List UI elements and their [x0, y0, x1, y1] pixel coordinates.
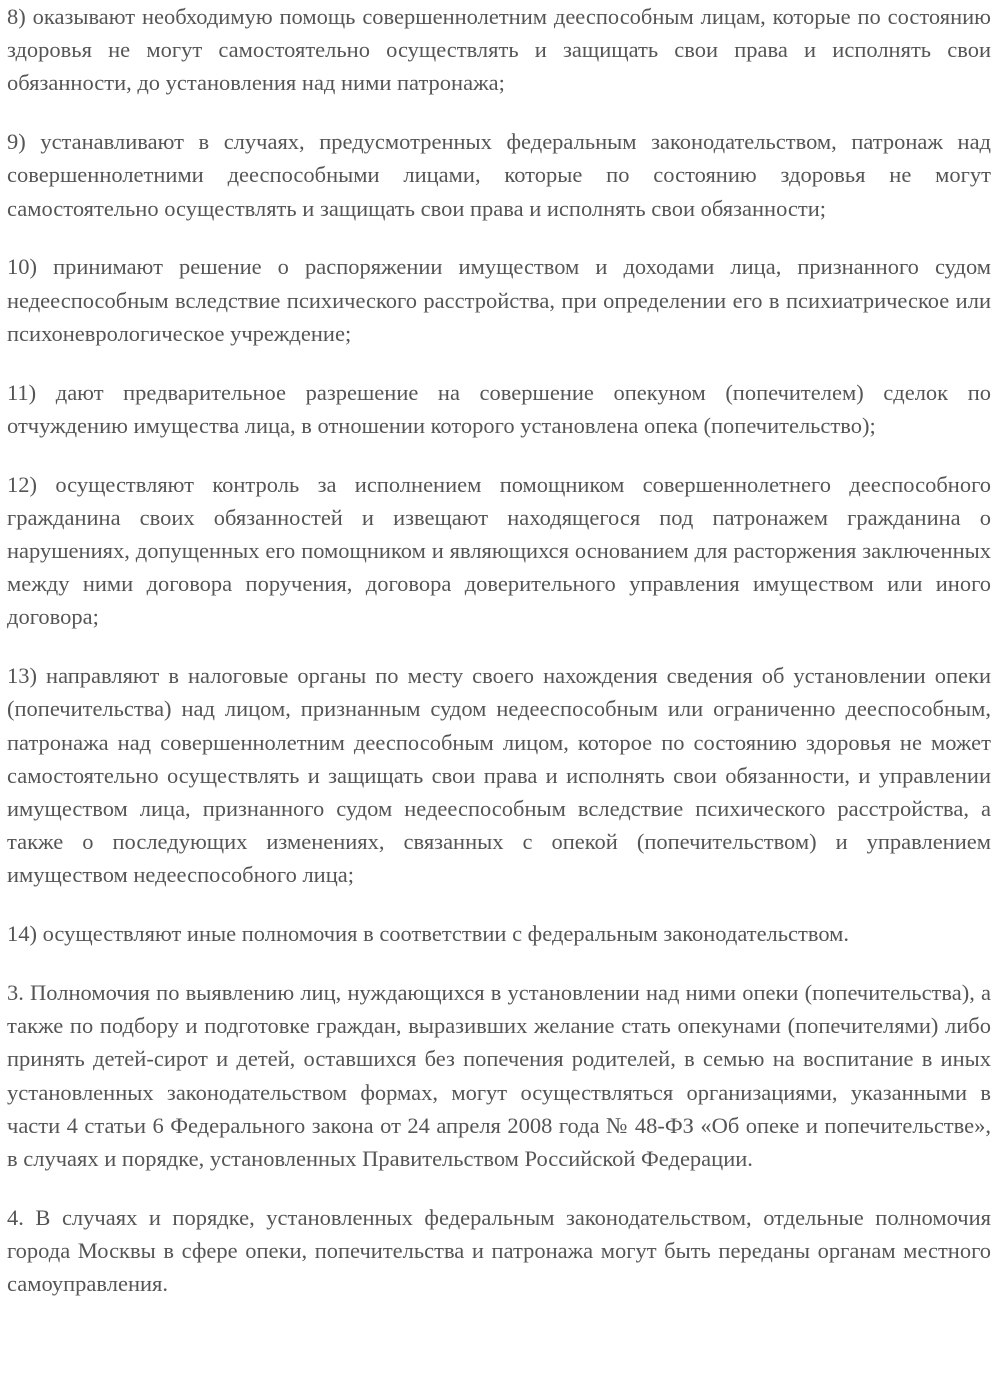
- paragraph-part-3: 3. Полномочия по выявлению лиц, нуждающихся в установлении над ними опеки (попечительства), а также по подбору и подготовке граждан, выразивших желание стать опекунами (попечителями) либо принять детей-сирот и детей, оставшихся без попечения родителей, в семью на воспитание в иных установленных законодательством формах, могут осуществляться организациями, указанными в части 4 статьи 6 Федерального закона от 24 апреля 2008 года № 48-ФЗ «Об опеке и попечительстве», в случаях и порядке, установленных Правительством Российской Федерации.: [7, 980, 991, 1172]
- paragraph-item-8: 8) оказывают необходимую помощь совершеннолетним дееспособным лицам, которые по состоянию здоровья не могут самостоятельно осуществлять и защищать свои права и исполнять свои обязанности, до установления над ними патронажа;: [7, 4, 991, 96]
- paragraph-item-13: 13) направляют в налоговые органы по месту своего нахождения сведения об установлении опеки (попечительства) над лицом, признанным судом недееспособным или ограниченно дееспособным, патронажа над совершеннолетним дееспособным лицом, которое по состоянию здоровья не может самостоятельно осуществлять и защищать свои права и исполнять свои обязанности, и управлении имуществом лица, признанного судом недееспособным вследствие психического расстройства, а также о последующих изменениях, связанных с опекой (попечительством) и управлением имуществом недееспособного лица;: [7, 663, 991, 888]
- paragraph-part-4: 4. В случаях и порядке, установленных федеральным законодательством, отдельные полномочия города Москвы в сфере опеки, попечительства и патронажа могут быть переданы органам местного самоуправления.: [7, 1204, 991, 1297]
- document-body: [7, 0, 991, 1300]
- paragraph-item-11: 11) дают предварительное разрешение на совершение опекуном (попечителем) сделок по отчуждению имущества лица, в отношении которого установлена опека (попечительство);: [7, 379, 991, 438]
- paragraph-item-14: 14) осуществляют иные полномочия в соответствии с федеральным законодательством.: [7, 921, 850, 947]
- paragraph-item-10: 10) принимают решение о распоряжении имуществом и доходами лица, признанного судом недееспособным вследствие психического расстройства, при определении его в психиатрическое или психоневрологическое учреждение;: [7, 254, 991, 346]
- paragraph-item-12: 12) осуществляют контроль за исполнением помощником совершеннолетнего дееспособного гражданина своих обязанностей и извещают находящегося под патронажем гражданина о нарушениях, допущенных его помощником и являющихся основанием для расторжения заключенных между ними договора поручения, договора доверительного управления имуществом или иного договора;: [7, 471, 991, 630]
- paragraph-item-9: 9) устанавливают в случаях, предусмотренных федеральным законодательством, патронаж над совершеннолетними дееспособными лицами, которые по состоянию здоровья не могут самостоятельно осуществлять и защищать свои права и исполнять свои обязанности;: [7, 129, 991, 221]
